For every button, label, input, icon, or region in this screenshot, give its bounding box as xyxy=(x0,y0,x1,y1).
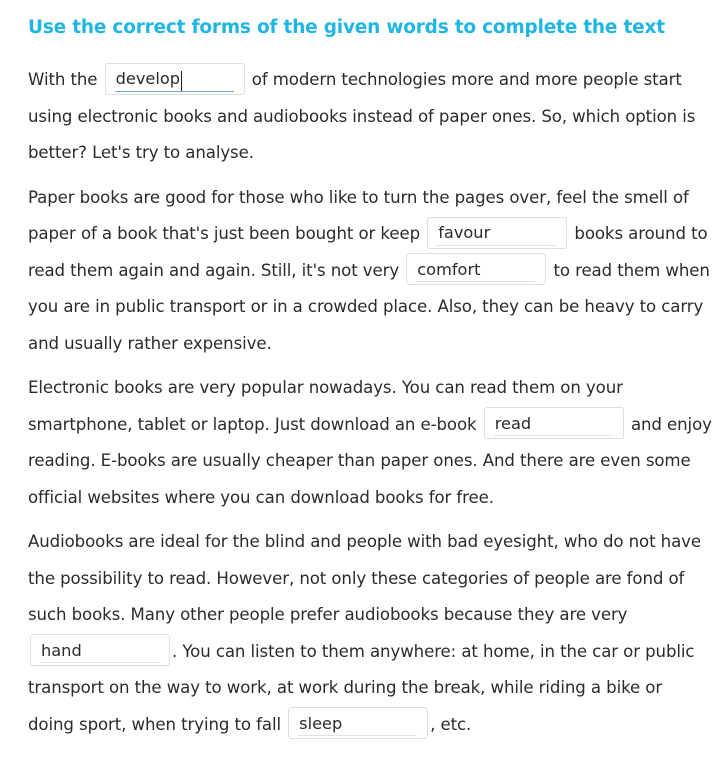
p1-text-2: of modern technologies more and more people start using electronic books and audiobooks instead of paper ones. So, which option is better? Let's try to analyse. xyxy=(28,70,696,162)
p4-text-2: . You can listen to them anywhere: at home, in the car or public transport on the way to work, at work during the break, while riding a bike or doing sport, when trying to fall xyxy=(28,641,695,734)
p3-text-1: Electronic books are very popular nowadays. You can read them on your smartphone, tablet or laptop. Just download an e-book xyxy=(28,378,623,434)
gap-develop-input[interactable] xyxy=(115,67,234,92)
gap-sleep[interactable] xyxy=(288,707,428,739)
gap-hand-input[interactable] xyxy=(40,638,159,663)
text-caret xyxy=(181,71,182,91)
p4-text-3: , etc. xyxy=(430,714,472,734)
gap-develop[interactable] xyxy=(105,63,245,95)
gap-hand[interactable] xyxy=(30,634,170,666)
gap-favour[interactable] xyxy=(427,217,567,249)
gap-comfort-input[interactable] xyxy=(416,257,535,282)
gap-read-input[interactable] xyxy=(494,411,613,436)
gap-sleep-input[interactable] xyxy=(298,711,417,736)
gap-comfort[interactable] xyxy=(406,253,546,285)
p2-text-1: Paper books are good for those who like to turn the pages over, feel the smell of paper of a book that's just been bought or keep xyxy=(28,187,689,243)
paragraph-4 xyxy=(28,524,712,743)
gap-read[interactable] xyxy=(484,407,624,439)
gap-favour-input[interactable] xyxy=(437,221,556,246)
exercise-title: Use the correct forms of the given words to complete the text xyxy=(28,17,665,38)
paragraph-1 xyxy=(28,62,712,172)
paragraph-2 xyxy=(28,180,712,363)
p2-text-3: to read them when you are in public transport or in a crowded place. Also, they can be heavy to carry and usually rather expensive. xyxy=(28,260,710,353)
paragraph-3 xyxy=(28,370,712,516)
p2-text-2: books around to read them again and again. Still, it's not very xyxy=(28,224,708,280)
p4-text-1: Audiobooks are ideal for the blind and people with bad eyesight, who do not have the possibility to read. However, not only these categories of people are fond of such books. Many other people prefer audiobooks because they are very xyxy=(28,532,701,624)
p3-text-2: and enjoy reading. E-books are usually cheaper than paper ones. And there are even some official websites where you can download books for free. xyxy=(28,414,712,507)
p1-text-1: With the xyxy=(28,70,98,89)
